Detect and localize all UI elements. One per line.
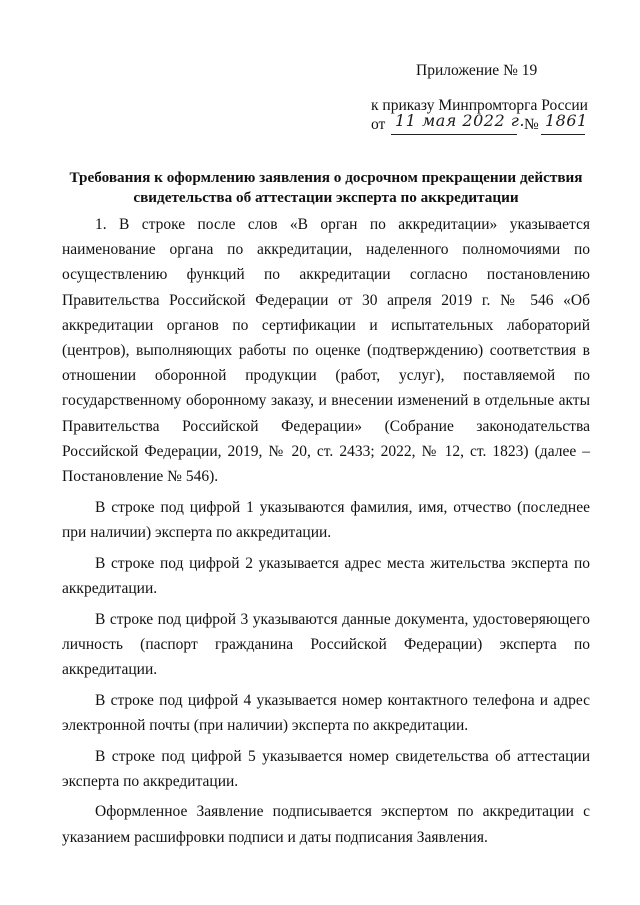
document-body — [62, 212, 590, 850]
order-reference: к приказу Минпромторга России — [371, 97, 588, 114]
date-underline — [391, 134, 517, 135]
paragraph: 1. В строке после слов «В орган по аккредитации» указывается наименование органа по аккредитации, наделенного полномочиями по осуществлению функций по аккредитации согласно постановлению Правительства Российской Федерации от 30 апреля 2019 г. № 546 «Об аккредитации органов по сертификации и испытательных лабораторий (центров), выполняющих работы по оценке (подтверждению) соответствия в отношении оборонной продукции (работ, услуг), поставляемой по государственному оборонному заказу, и внесении изменений в отдельные акты Правительства Российской Федерации» (Собрание законодательства Российской Федерации, 2019, № 20, ст. 2433; 2022, № 12, ст. 1823) (далее – Постановление № 546). — [62, 216, 590, 486]
number-underline — [541, 134, 585, 135]
paragraph: В строке под цифрой 4 указывается номер контактного телефона и адрес электронной почты (при наличии) эксперта по аккредитации. — [62, 691, 590, 734]
paragraph: В строке под цифрой 1 указываются фамилия, имя, отчество (последнее при наличии) эксперта по аккредитации. — [62, 498, 590, 541]
handwritten-number: 1861 — [545, 111, 588, 130]
paragraph: В строке под цифрой 5 указывается номер свидетельства об аттестации эксперта по аккредитации. — [62, 747, 590, 790]
paragraph: Оформленное Заявление подписывается экспертом по аккредитации с указанием расшифровки подписи и даты подписания Заявления. — [62, 803, 590, 846]
paragraph: В строке под цифрой 3 указываются данные документа, удостоверяющего личность (паспорт гражданина Российской Федерации) эксперта по аккредитации. — [62, 610, 590, 678]
order-date-number-line — [371, 111, 588, 137]
handwritten-date: 11 мая 2022 г. — [395, 111, 525, 130]
document-title: Требования к оформлению заявления о досрочном прекращении действия свидетельства об аттестации эксперта по аккредитации — [69, 169, 583, 206]
date-prefix: от — [371, 116, 386, 133]
number-prefix: № — [524, 116, 539, 133]
paragraph: В строке под цифрой 2 указывается адрес места жительства эксперта по аккредитации. — [62, 554, 590, 597]
annex-label: Приложение № 19 — [416, 62, 538, 79]
